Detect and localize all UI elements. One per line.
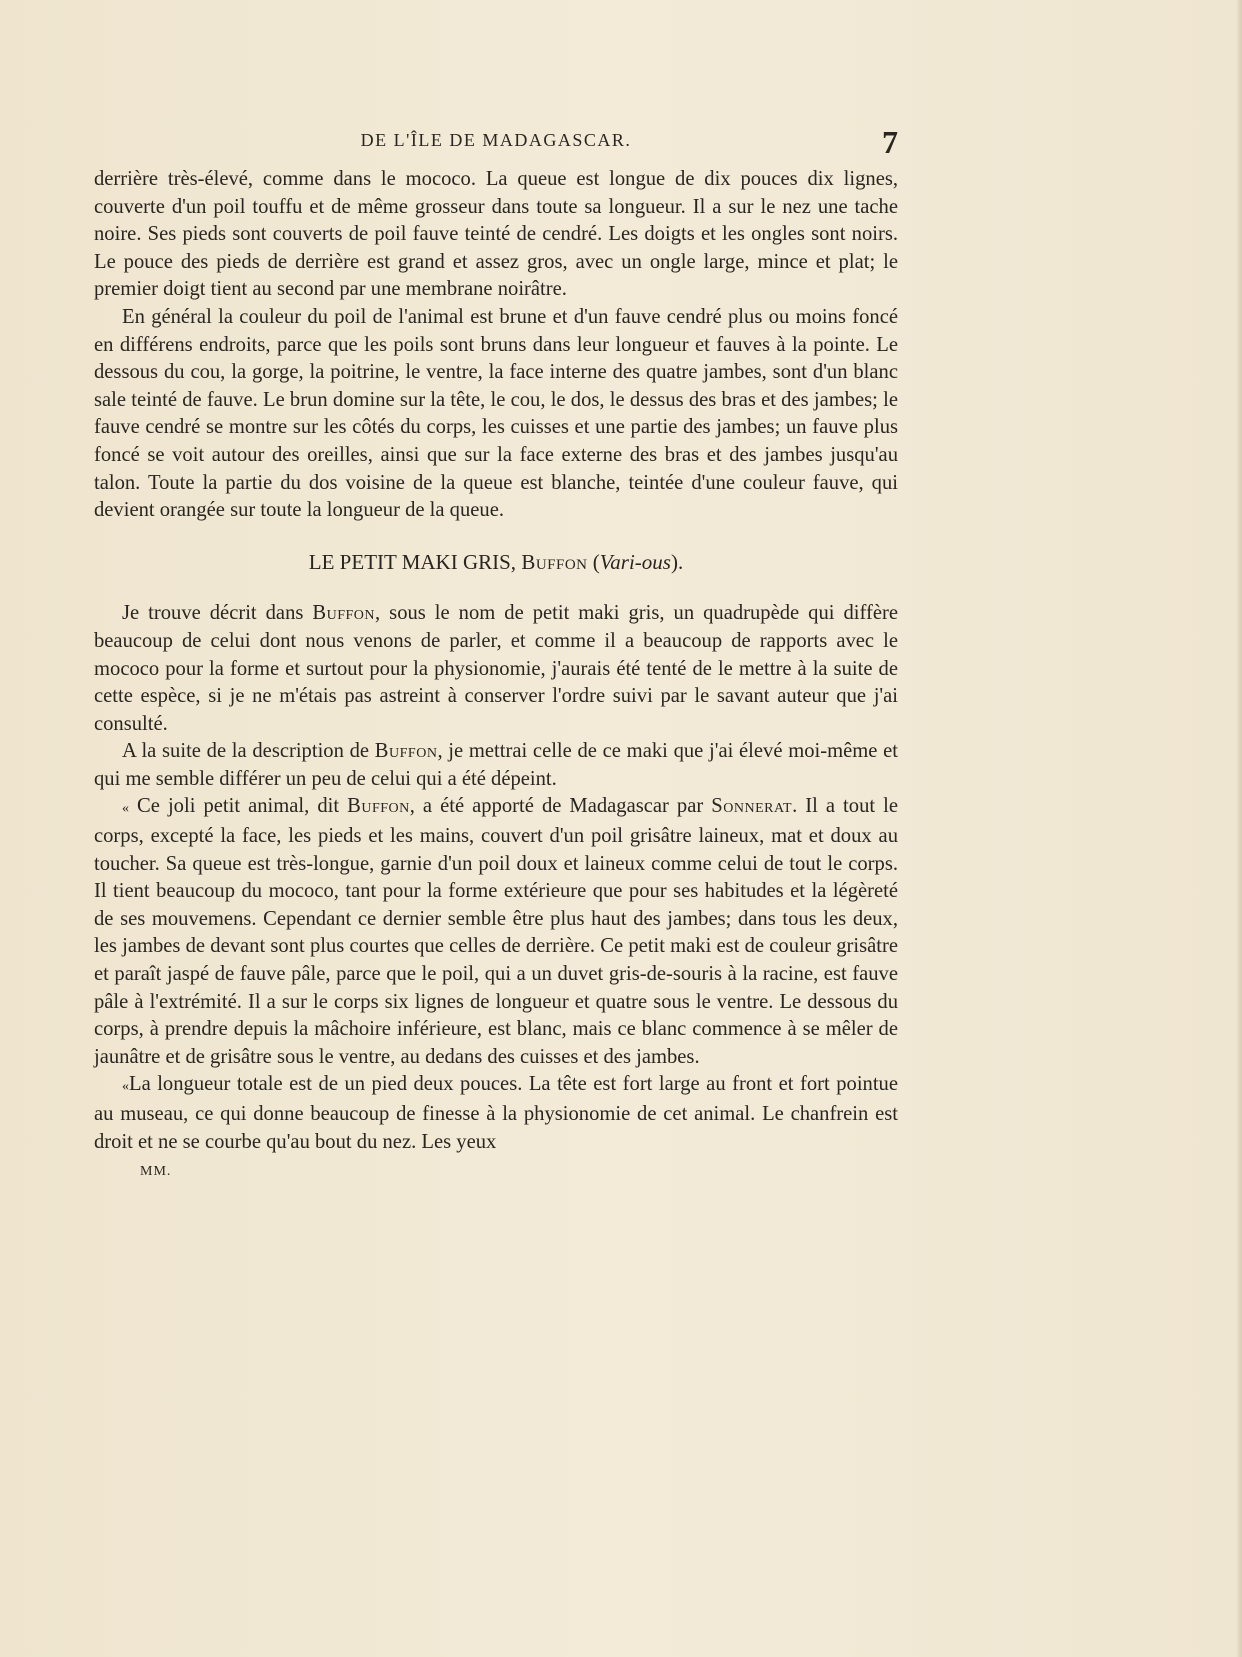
heading-title: LE PETIT MAKI GRIS, [308,549,517,574]
signature-mark: MM. [140,1164,172,1180]
paragraph-3-author: Buffon [312,602,376,625]
paragraph-1: derrière très-élevé, comme dans le mococo. La queue est longue de dix pouces dix lignes, couverte d'un poil touffu et de même grosseur dans toute sa longueur. Il a sur le nez une tache noire. Ses pieds sont couverts de poil fauve teinté de cendré. Les doigts et les ongles sont noirs. Le pouce des pieds de derrière est grand et assez gros, avec un ongle large, mince et plat; le premier doigt tient au second par une membrane noirâtre. [94,168,898,301]
paragraph-5-author: Buffon [347,795,410,818]
paragraph-3-b: , sous le nom de petit maki gris, un quadrupède qui diffère beaucoup de celui dont nous venons de parler, et comme il a beaucoup de rapports avec le mococo pour la forme et surtout pour la physionomie, j'aurais été tenté de le mettre à la suite de cette espèce, si je ne m'étais pas astreint à conserver l'ordre suivi par le savant auteur que j'ai consulté. [94,602,898,735]
heading-open-paren: ( [592,549,600,574]
paragraph-4-b: , je mettrai celle de ce maki que j'ai élevé moi-même et qui me semble différer un peu de celui qui a été dépeint. [94,740,898,790]
paragraph-4 [94,738,898,793]
heading-author: Buffon [521,549,588,574]
paragraph-3 [94,600,898,738]
paragraph-6-text: La longueur totale est de un pied deux pouces. La tête est fort large au front et fort pointue au museau, ce qui donne beaucoup de finesse à la physionomie de cet animal. Le chanfrein est droit et ne se courbe qu'au bout du nez. Les yeux [94,1073,898,1153]
paragraph-5-c: . Il a tout le corps, excepté la face, les pieds et les mains, couvert d'un poil grisâtre laineux, mat et doux au toucher. Sa queue est très-longue, garnie d'un poil doux et laineux comme celui de tout le corps. Il tient beaucoup du mococo, tant pour la forme extérieure que pour ses habitudes et la légèreté de ses mouvemens. Cependant ce dernier semble être plus haut des jambes; dans tous les deux, les jambes de devant sont plus courtes que celles de derrière. Ce petit maki est de couleur grisâtre et paraît jaspé de fauve pâle, parce que le poil, qui a un duvet gris-de-souris à la racine, est fauve pâle à l'extrémité. Il a sur le corps six lignes de longueur et quatre sous le ventre. Le dessous du corps, à prendre depuis la mâchoire inférieure, est blanc, mais ce blanc commence à se mêler de jaunâtre et de grisâtre sous le ventre, au dedans des cuisses et des jambes. [94,795,898,1068]
body-text [94,166,898,1186]
section-heading [94,549,898,577]
heading-vernacular-name: Vari-ous [599,549,671,574]
paragraph-5-quote-mark: « [122,801,129,817]
paragraph-4-author: Buffon [374,740,438,763]
paragraph-2: En général la couleur du poil de l'animal est brune et d'un fauve cendré plus ou moins foncé en différens endroits, parce que les poils sont bruns dans leur longueur et fauves à la pointe. Le dessous du cou, la gorge, la poitrine, le ventre, la face interne des quatre jambes, sont d'un blanc sale teinté de fauve. Le brun domine sur la tête, le cou, le dos, le dessus des bras et des jambes; le fauve cendré se montre sur les côtés du corps, les cuisses et une partie des jambes; un fauve plus foncé se voit autour des oreilles, ainsi que sur la face externe des bras et des jambes jusqu'au talon. Toute la partie du dos voisine de la queue est blanche, teintée d'une couleur fauve, qui devient orangée sur toute la longueur de la queue. [94,305,898,522]
paragraph-6-quote-mark: « [122,1079,129,1095]
paragraph-3-a: Je trouve décrit dans [122,602,304,625]
page-header [94,124,898,160]
paragraph-4-a: A la suite de la description de [122,740,370,763]
paragraph-5-person: Sonnerat [711,795,793,818]
page-number: 7 [882,124,898,160]
page-edge-shadow [1236,0,1242,1657]
paragraph-5-b: , a été apporté de Madagascar par [409,795,704,818]
paragraph-5 [94,793,898,1071]
paragraph-5-a: Ce joli petit animal, dit [137,795,340,818]
paragraph-6 [94,1071,898,1156]
heading-close-paren: ). [670,549,684,574]
running-title: DE L'ÎLE DE MADAGASCAR. [360,130,632,150]
